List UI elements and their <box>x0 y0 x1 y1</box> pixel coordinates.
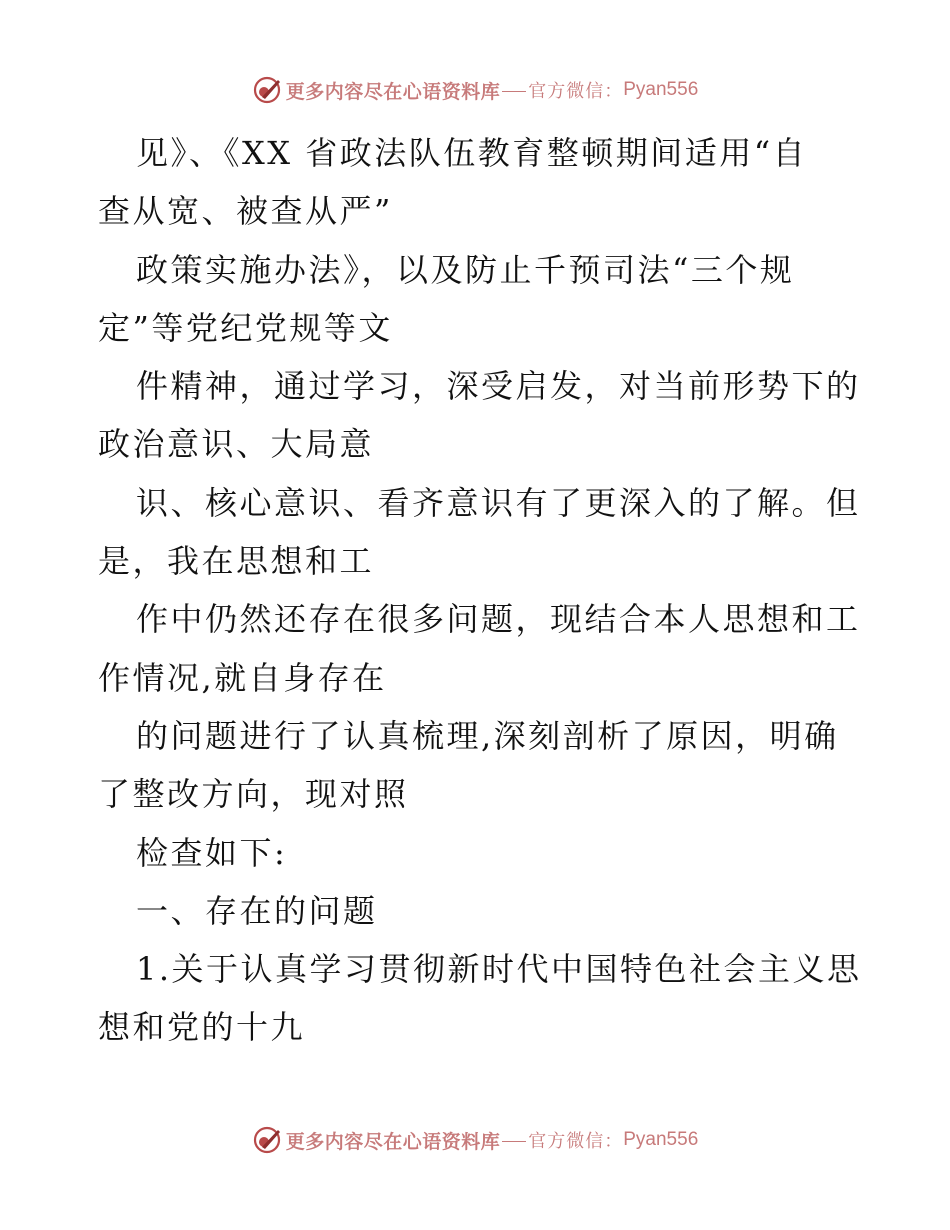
text-line: 政策实施办法》，以及防止千预司法“三个规 <box>136 250 795 289</box>
text-line: 件精神，通过学习，深受启发，对当前形势下的 <box>136 367 861 406</box>
watermark-dash <box>502 1141 526 1142</box>
quill-logo-icon <box>252 1125 282 1155</box>
watermark-wechat-id: Pyan556 <box>623 79 699 100</box>
text-line: 想和党的十九 <box>98 1008 306 1047</box>
text-line: 见》、《XX 省政法队伍教育整顿期间适用“自 <box>136 134 808 172</box>
section-heading: 一、存在的问题 <box>136 891 378 930</box>
watermark-wechat-id: Pyan556 <box>623 1129 699 1150</box>
header-watermark <box>0 72 950 108</box>
text-line: 作中仍然还存在很多问题，现结合本人思想和工 <box>136 600 861 639</box>
quill-logo-icon <box>252 75 282 105</box>
text-line: 识、核心意识、看齐意识有了更深入的了解。但 <box>136 483 861 522</box>
text-line: 1.关于认真学习贯彻新时代中国特色社会主义思 <box>136 950 862 989</box>
text-line: 政治意识、大局意 <box>98 425 375 464</box>
text-line: 作情况,就自身存在 <box>98 658 387 697</box>
watermark-label: 官方微信： <box>528 81 624 102</box>
watermark-label: 官方微信： <box>528 1131 624 1152</box>
watermark-brand: 更多内容尽在心语资料库 <box>285 80 501 103</box>
watermark-dash <box>502 91 526 92</box>
footer-watermark <box>0 1122 950 1158</box>
text-line: 查从宽、被查从严” <box>98 192 393 231</box>
text-line: 检查如下: <box>136 833 288 872</box>
document-body <box>98 124 862 1057</box>
text-line: 了整改方向，现对照 <box>98 775 409 814</box>
text-line: 是，我在思想和工 <box>98 542 375 581</box>
text-line: 的问题进行了认真梳理,深刻剖析了原因，明确 <box>136 716 839 755</box>
text-line: 定”等党纪党规等文 <box>98 308 393 347</box>
watermark-brand: 更多内容尽在心语资料库 <box>285 1130 501 1153</box>
